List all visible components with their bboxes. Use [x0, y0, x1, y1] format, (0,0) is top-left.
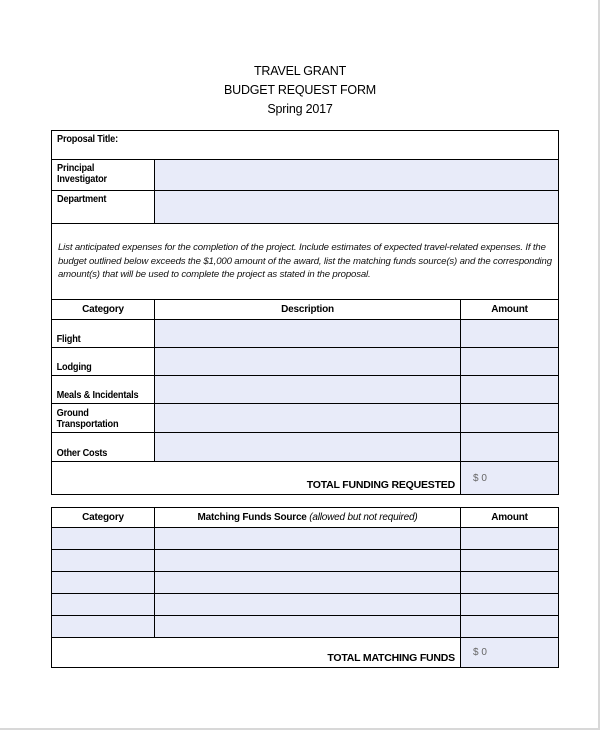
table-row: [52, 550, 559, 572]
matching-category-input[interactable]: [52, 616, 155, 638]
department-input[interactable]: [155, 191, 559, 224]
ground-amount-input[interactable]: [461, 404, 559, 433]
matching-amount-input[interactable]: [461, 572, 559, 594]
matching-category-input[interactable]: [52, 594, 155, 616]
budget-header-category: Category: [52, 300, 155, 320]
matching-source-input[interactable]: [155, 550, 461, 572]
table-row: [52, 433, 559, 462]
matching-source-label: Matching Funds Source: [197, 512, 307, 523]
table-row: [52, 376, 559, 404]
matching-source-note: (allowed but not required): [309, 512, 418, 523]
matching-category-input[interactable]: [52, 550, 155, 572]
flight-amount-input[interactable]: [461, 320, 559, 348]
matching-amount-input[interactable]: [461, 594, 559, 616]
table-row: [52, 320, 559, 348]
matching-amount-input[interactable]: [461, 528, 559, 550]
budget-header-amount: Amount: [461, 300, 559, 320]
table-row: [52, 616, 559, 638]
ground-description-input[interactable]: [155, 404, 461, 433]
total-funding-value[interactable]: $ 0: [461, 462, 559, 495]
lodging-description-input[interactable]: [155, 348, 461, 376]
proposal-info-table: [51, 130, 559, 300]
matching-header-category: Category: [52, 508, 155, 528]
budget-header-description: Description: [155, 300, 461, 320]
category-lodging: Lodging: [56, 362, 92, 373]
form-header: [0, 62, 600, 119]
table-row: [52, 404, 559, 433]
total-matching-label: TOTAL MATCHING FUNDS: [52, 638, 461, 668]
category-meals: Meals & Incidentals: [56, 390, 139, 401]
meals-amount-input[interactable]: [461, 376, 559, 404]
meals-description-input[interactable]: [155, 376, 461, 404]
budget-table: [51, 299, 559, 495]
proposal-title-label: Proposal Title:: [57, 134, 118, 145]
pi-label: Principal Investigator: [57, 163, 107, 185]
other-description-input[interactable]: [155, 433, 461, 462]
pi-label-cell: [52, 160, 155, 191]
table-row: [52, 572, 559, 594]
matching-source-input[interactable]: [155, 616, 461, 638]
table-row: [52, 348, 559, 376]
matching-header-amount: Amount: [461, 508, 559, 528]
matching-amount-input[interactable]: [461, 616, 559, 638]
table-row: [52, 528, 559, 550]
other-amount-input[interactable]: [461, 433, 559, 462]
category-ground-transportation: Ground Transportation: [56, 408, 119, 430]
form-term: Spring 2017: [267, 102, 333, 116]
matching-source-input[interactable]: [155, 528, 461, 550]
department-label-cell: [52, 191, 155, 224]
matching-category-input[interactable]: [52, 572, 155, 594]
matching-funds-table: [51, 507, 559, 668]
matching-source-input[interactable]: [155, 572, 461, 594]
matching-amount-input[interactable]: [461, 550, 559, 572]
instructions-text: List anticipated expenses for the completion of the project. Include estimates of expected travel-related expenses. If the budget outlined below exceeds the $1,000 amount of the award, list the matching funds source(s) and the corresponding amount(s) that will be used to complete the project as stated in the proposal.: [52, 224, 559, 300]
category-flight: Flight: [56, 334, 81, 345]
total-matching-value[interactable]: $ 0: [461, 638, 559, 668]
proposal-title-field[interactable]: [52, 131, 559, 160]
lodging-amount-input[interactable]: [461, 348, 559, 376]
flight-description-input[interactable]: [155, 320, 461, 348]
matching-category-input[interactable]: [52, 528, 155, 550]
form-title: TRAVEL GRANT: [253, 64, 347, 78]
department-label: Department: [57, 194, 107, 205]
form-subtitle: BUDGET REQUEST FORM: [223, 83, 376, 97]
matching-source-input[interactable]: [155, 594, 461, 616]
category-other-costs: Other Costs: [56, 448, 108, 459]
matching-header-source: [155, 508, 461, 528]
pi-input[interactable]: [155, 160, 559, 191]
total-funding-label: TOTAL FUNDING REQUESTED: [52, 462, 461, 495]
table-row: [52, 594, 559, 616]
